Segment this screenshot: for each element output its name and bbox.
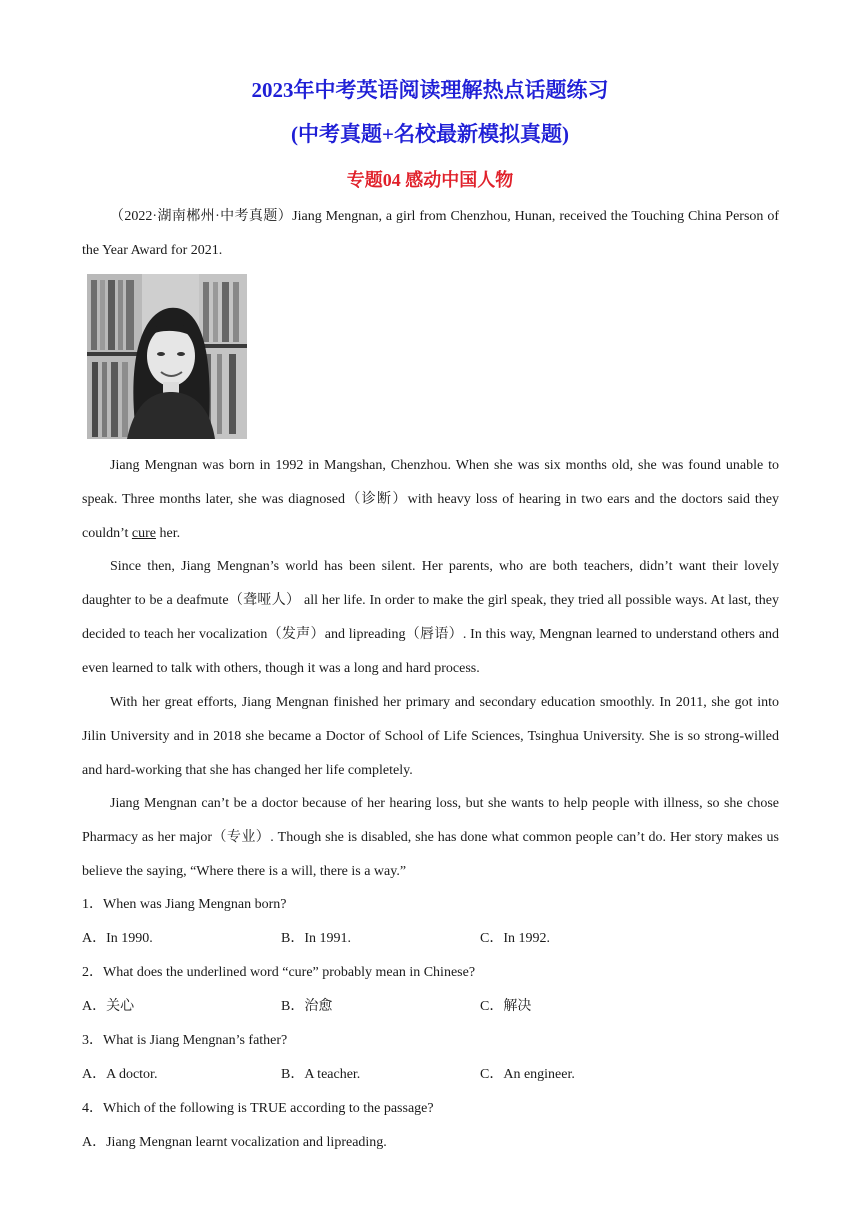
portrait-image bbox=[87, 274, 247, 439]
question-4-stem: 4．Which of the following is TRUE according to the passage? bbox=[82, 1101, 434, 1116]
question-3-stem: 3．What is Jiang Mengnan’s father? bbox=[82, 1033, 288, 1048]
passage-paragraph-2: Since then, Jiang Mengnan’s world has been silent. Her parents, who are both teachers, didn’t want their lovely daughter to be a deafmute（聋哑人） all her life. In order to make the girl speak, they tried all possible ways. At last, they decided to teach her vocalization（发声）and lipreading（唇语）. In this way, Mengnan learned to understand others and even learned to talk with others, though it was a long and hard process. bbox=[82, 559, 779, 676]
question-2-stem: 2．What does the underlined word “cure” probably mean in Chinese? bbox=[82, 965, 476, 980]
question-1-option-b: B．In 1991. bbox=[281, 931, 351, 946]
question-2-option-b: B．治愈 bbox=[281, 999, 333, 1014]
question-2-option-c: C．解决 bbox=[480, 999, 532, 1014]
question-1-stem: 1．When was Jiang Mengnan born? bbox=[82, 897, 287, 912]
passage-paragraph-3: With her great efforts, Jiang Mengnan finished her primary and secondary education smoothly. In 2011, she got into Jilin University and in 2018 she became a Doctor of School of Life Sciences, Tsinghua University. She is so strong-willed and hard-working that she has changed her life completely. bbox=[82, 695, 779, 778]
paragraph-1-text-before: Jiang Mengnan was born in 1992 in Mangshan, Chenzhou. When she was six months old, she was found unable to speak. Three months later, she was diagnosed（诊断）with heavy loss of hearing in two ears and the doctors said they couldn’t bbox=[82, 458, 779, 541]
passage-paragraph-1 bbox=[82, 449, 779, 551]
topic-heading: 专题04 感动中国人物 bbox=[346, 170, 514, 190]
paragraph-1-text-after: her. bbox=[156, 526, 181, 541]
question-1-option-a: A．In 1990. bbox=[82, 931, 153, 946]
portrait-photo bbox=[87, 274, 247, 439]
question-3-option-b: B．A teacher. bbox=[281, 1067, 361, 1082]
passage-paragraph-4: Jiang Mengnan can’t be a doctor because of her hearing loss, but she wants to help people with illness, so she chose Pharmacy as her major（专业）. Though she is disabled, she has done what common people can’t do. Her story makes us believe the saying, “Where there is a will, there is a way.” bbox=[82, 796, 779, 879]
intro-paragraph: （2022·湖南郴州·中考真题）Jiang Mengnan, a girl from Chenzhou, Hunan, received the Touching China Person of the Year Award for 2021. bbox=[82, 209, 779, 258]
question-3-option-c: C．An engineer. bbox=[480, 1067, 575, 1082]
question-4-option-a: A．Jiang Mengnan learnt vocalization and lipreading. bbox=[82, 1135, 387, 1150]
underlined-word-cure: cure bbox=[131, 526, 156, 541]
question-2-option-a: A．关心 bbox=[82, 999, 135, 1014]
question-1-option-c: C．In 1992. bbox=[480, 931, 550, 946]
document-title: 2023年中考英语阅读理解热点话题练习 bbox=[251, 78, 609, 102]
document-subtitle: (中考真题+名校最新模拟真题) bbox=[291, 122, 569, 146]
question-3-option-a: A．A doctor. bbox=[82, 1067, 158, 1082]
